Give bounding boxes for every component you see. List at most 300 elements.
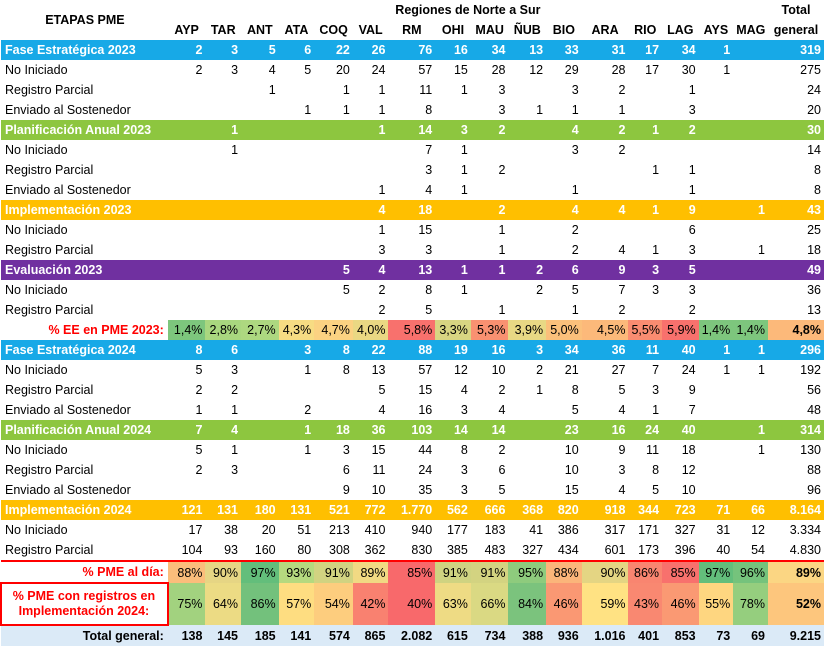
cell-ayp [168,240,206,260]
cell-mag [733,60,768,80]
cell-ant [241,140,279,160]
cell-ays [699,460,734,480]
table-row [1,220,824,240]
cell-mau: 3 [498,103,506,117]
cell-coq: 308 [329,543,350,557]
cell-coq: 1 [342,103,350,117]
cell-lag: 46% [662,583,699,625]
region-header-ohi: OHI [441,23,465,37]
cell-ant [241,340,279,360]
cell-ñub [508,200,546,220]
cell-ant [241,360,279,380]
cell-ata [279,460,315,480]
cell-coq: 9 [342,483,350,497]
cell-rio: 171 [638,523,660,537]
cell-rm: 8 [425,283,433,297]
cell-bio: 3 [571,83,579,97]
region-header-ays: AYS [703,23,729,37]
cell-mag [733,80,768,100]
percent-row [1,561,824,583]
cell-ara: 28 [611,63,626,77]
cell-rio: 7 [652,363,660,377]
cell-lag: 1 [688,183,696,197]
cell-ara: 4 [618,243,626,257]
cell-coq: 6 [342,463,350,477]
cell-ayp [168,220,206,240]
cell-total: 30 [768,120,824,140]
cell-val: 362 [364,543,386,557]
cell-mau: 91% [471,561,509,583]
row-label: No Iniciado [5,523,68,537]
cell-ara: 16 [582,420,629,440]
cell-ata [279,280,315,300]
cell-mag: 12 [751,523,765,537]
cell-mag [733,180,768,200]
table-row [1,300,824,320]
cell-total: 88 [807,463,821,477]
cell-coq: 20 [335,63,350,77]
cell-coq: 8 [342,363,350,377]
cell-ata: 4,3% [279,320,315,340]
cell-bio: 46% [546,583,582,625]
cell-bio: 6 [546,260,582,280]
cell-ara: 31 [582,40,629,60]
cell-bio: 15 [564,483,579,497]
cell-mag: 1 [733,420,768,440]
cell-ays [699,160,734,180]
cell-ays [699,240,734,260]
cell-val: 865 [353,625,389,646]
cell-mag: 69 [733,625,768,646]
cell-lag: 10 [681,483,696,497]
cell-rm: 13 [388,260,435,280]
table-row [1,80,824,100]
cell-val: 89% [353,561,389,583]
cell-ñub [508,240,546,260]
cell-ohi [435,220,471,240]
cell-ayp: 138 [168,625,206,646]
cell-ata [279,240,315,260]
cell-bio: 8 [571,383,579,397]
cell-rio: 173 [638,543,660,557]
cell-ant: 160 [254,543,276,557]
cell-ant [241,480,279,500]
cell-bio: 23 [546,420,582,440]
cell-bio: 434 [557,543,579,557]
row-label: Enviado al Sostenedor [5,103,131,117]
cell-coq [314,160,353,180]
region-header-ñub: ÑUB [513,23,541,37]
cell-rm: 14 [388,120,435,140]
cell-ays [699,200,734,220]
cell-rio: 401 [628,625,662,646]
cell-ayp: 5 [195,443,203,457]
cell-ara: 1 [618,103,626,117]
cell-ata [279,80,315,100]
cell-total: 8.164 [768,500,824,520]
cell-ant: 4 [268,63,276,77]
cell-ara: 601 [604,543,626,557]
cell-mag: 54 [751,543,765,557]
cell-mag: 1,4% [733,320,768,340]
cell-ohi: 615 [435,625,471,646]
cell-coq [314,140,353,160]
cell-ant: 86% [241,583,279,625]
cell-mau: 34 [471,40,509,60]
cell-ara: 4 [618,403,626,417]
cell-total: 14 [807,143,821,157]
row-label: Registro Parcial [5,243,94,257]
cell-rm: 940 [411,523,433,537]
cell-ayp [168,160,206,180]
cell-ata: 2 [304,403,312,417]
cell-ayp: 17 [188,523,203,537]
cell-ohi [435,200,471,220]
row-label: Implementación 2024 [1,500,168,520]
cell-tar: 6 [205,340,241,360]
cell-mau: 14 [471,420,509,440]
cell-lag: 5 [662,260,699,280]
cell-val: 36 [353,420,389,440]
cell-total: 89% [768,561,824,583]
total-header-1: Total [781,3,811,17]
cell-ara: 2 [618,83,626,97]
cell-mau: 1 [498,243,506,257]
row-label: Registro Parcial [5,383,94,397]
cell-rm: 15 [418,223,433,237]
cell-ays [699,100,734,120]
row-label: Total general: [1,625,168,646]
cell-lag: 1 [688,163,696,177]
cell-ayp [168,140,206,160]
cell-ñub: 388 [508,625,546,646]
cell-ant: 185 [241,625,279,646]
cell-total: 4,8% [768,320,824,340]
cell-ñub [508,300,546,320]
cell-rio: 344 [628,500,662,520]
cell-ayp [168,100,206,120]
row-label: No Iniciado [5,363,68,377]
cell-total: 319 [768,40,824,60]
cell-bio: 5 [571,283,579,297]
cell-ata [279,120,315,140]
cell-total: 36 [807,283,821,297]
cell-ays [699,480,734,500]
cell-ant [241,440,279,460]
region-header-lag: LAG [667,23,694,37]
cell-ata: 93% [279,561,315,583]
table-row [1,400,824,420]
cell-ays: 1,4% [699,320,734,340]
cell-bio: 5 [571,403,579,417]
row-label: Enviado al Sostenedor [5,183,131,197]
cell-bio: 4 [546,200,582,220]
cell-rm: 2.082 [388,625,435,646]
cell-rio: 1 [628,120,662,140]
row-label: No Iniciado [5,223,68,237]
table-row [1,360,824,380]
cell-ata: 57% [279,583,315,625]
cell-ant [241,300,279,320]
table-row [1,460,824,480]
cell-ñub: 1 [536,103,544,117]
region-header-ant: ANT [246,23,273,37]
cell-ays [699,140,734,160]
cell-bio: 1 [571,183,579,197]
cell-mag [733,140,768,160]
cell-total: 96 [807,483,821,497]
cell-tar: 3 [231,63,239,77]
cell-lag: 40 [662,340,699,360]
cell-ant [241,240,279,260]
row-label: Planificación Anual 2024 [1,420,168,440]
percent-row [1,320,824,340]
cell-bio: 3 [571,143,579,157]
cell-rio: 8 [652,463,660,477]
cell-val: 4 [353,260,389,280]
cell-bio: 1 [571,303,579,317]
cell-ata: 3 [279,340,315,360]
cell-ohi [435,100,471,120]
cell-ays [699,300,734,320]
cell-lag: 396 [674,543,696,557]
cell-coq: 18 [314,420,353,440]
cell-rm: 103 [388,420,435,440]
cell-ant [241,380,279,400]
section-row [1,420,824,440]
cell-tar: 2 [231,383,239,397]
cell-coq: 5 [314,260,353,280]
cell-rm: 3 [425,163,433,177]
cell-coq: 4,7% [314,320,353,340]
cell-lag: 327 [674,523,696,537]
cell-total: 192 [800,363,821,377]
section-row [1,500,824,520]
cell-ant [241,260,279,280]
cell-ñub [508,440,546,460]
cell-tar: 3 [231,463,239,477]
cell-lag: 5,9% [662,320,699,340]
cell-bio: 10 [564,463,579,477]
cell-val: 24 [371,63,386,77]
cell-ata [279,180,315,200]
row-label: Enviado al Sostenedor [5,483,131,497]
cell-ara: 5 [618,383,626,397]
cell-mag [733,300,768,320]
cell-mag [733,480,768,500]
cell-mag [733,260,768,280]
cell-ant [241,160,279,180]
cell-coq [314,180,353,200]
cell-mag: 1 [758,443,765,457]
cell-val: 10 [371,483,386,497]
cell-ara: 36 [582,340,629,360]
percent-row [1,583,824,625]
cell-coq: 8 [314,340,353,360]
cell-ant: 97% [241,561,279,583]
cell-rm: 57 [418,63,433,77]
cell-ata: 1 [304,443,312,457]
cell-tar [205,280,241,300]
cell-bio: 33 [546,40,582,60]
cell-val: 772 [353,500,389,520]
cell-ayp: 2 [168,40,206,60]
cell-ohi: 1 [460,163,468,177]
cell-ata: 51 [297,523,312,537]
cell-ohi: 3 [460,403,468,417]
cell-lag: 12 [681,463,696,477]
cell-mau: 4 [498,403,506,417]
cell-bio: 10 [564,443,579,457]
cell-coq [314,380,353,400]
row-label: No Iniciado [5,143,68,157]
cell-bio: 2 [571,223,579,237]
table-row [1,160,824,180]
cell-ohi: 16 [435,40,471,60]
cell-total: 56 [807,383,821,397]
cell-ays: 1 [723,63,731,77]
cell-tar: 1 [205,120,241,140]
cell-ayp [168,280,206,300]
cell-rm: 24 [418,463,433,477]
cell-val: 2 [378,303,386,317]
cell-rm: 11 [419,83,433,97]
region-header-rm: RM [402,23,422,37]
cell-ays: 31 [716,523,731,537]
row-label: % EE en PME 2023: [48,323,164,337]
cell-lag: 24 [681,363,696,377]
cell-total: 20 [807,103,821,117]
cell-coq: 22 [314,40,353,60]
cell-ata: 1 [304,103,312,117]
cell-ñub [508,220,546,240]
cell-coq: 521 [314,500,353,520]
cell-mag [733,40,768,60]
row-label: Implementación 2023 [1,200,168,220]
cell-rio [628,80,662,100]
cell-bio: 4 [546,120,582,140]
cell-ayp: 104 [181,543,203,557]
cell-ays [699,420,734,440]
cell-bio: 1 [571,103,579,117]
cell-tar [205,180,241,200]
cell-coq [314,200,353,220]
cell-ñub: 1 [536,383,544,397]
cell-ara: 9 [582,260,629,280]
cell-lag: 9 [662,200,699,220]
cell-mag [733,100,768,120]
cell-mau [471,140,509,160]
cell-lag: 3 [688,283,696,297]
cell-lag: 853 [662,625,699,646]
cell-ayp [168,120,206,140]
cell-mau: 483 [484,543,506,557]
cell-rio: 3 [628,260,662,280]
cell-ohi: 19 [435,340,471,360]
cell-ant [241,280,279,300]
cell-coq [314,300,353,320]
cell-rio: 43% [628,583,662,625]
table-row [1,540,824,561]
cell-lag: 2 [688,303,696,317]
cell-val [353,140,389,160]
cell-ata [279,260,315,280]
cell-lag: 9 [688,383,696,397]
cell-mau: 1 [498,303,506,317]
cell-rm: 44 [418,443,433,457]
cell-mau: 66% [471,583,509,625]
section-row [1,40,824,60]
cell-rm: 15 [418,383,433,397]
cell-ant [241,200,279,220]
section-row [1,260,824,280]
cell-ant: 2,7% [241,320,279,340]
cell-mau [471,280,509,300]
cell-ñub: 3 [508,340,546,360]
row-label: Registro Parcial [5,163,94,177]
cell-ohi: 1 [460,183,468,197]
cell-ara: 2 [618,303,626,317]
table-row [1,140,824,160]
cell-rio: 3 [652,383,660,397]
region-header-val: VAL [358,23,383,37]
cell-total: 13 [807,303,821,317]
cell-mag [733,460,768,480]
cell-tar [205,480,241,500]
cell-ohi: 1 [460,143,468,157]
cell-ata [279,300,315,320]
cell-mau: 5 [498,483,506,497]
cell-total: 43 [768,200,824,220]
cell-val [353,160,389,180]
cell-ohi: 1 [435,260,471,280]
row-label: No Iniciado [5,283,68,297]
cell-coq [314,220,353,240]
cell-lag [662,140,699,160]
cell-ata: 131 [279,500,315,520]
cell-tar: 38 [224,523,239,537]
cell-mau: 16 [471,340,509,360]
cell-tar: 1 [231,143,239,157]
cell-rio: 1 [628,200,662,220]
cell-ays [699,180,734,200]
cell-coq [314,240,353,260]
cell-coq: 213 [329,523,350,537]
cell-ata: 1 [304,363,312,377]
cell-val: 5 [378,383,386,397]
cell-lag: 7 [688,403,696,417]
cell-ñub: 327 [522,543,544,557]
cell-total: 49 [768,260,824,280]
cell-mag: 96% [733,561,768,583]
cell-mau: 3 [498,83,506,97]
cell-rio [628,220,662,240]
cell-mau: 2 [498,443,506,457]
cell-ohi: 91% [435,561,471,583]
cell-ohi [435,240,471,260]
cell-ara: 4 [582,200,629,220]
cell-ayp: 2 [195,383,203,397]
cell-tar: 1 [231,443,239,457]
cell-ayp [168,80,206,100]
cell-val: 1 [378,223,386,237]
cell-total: 24 [807,83,821,97]
cell-total: 4.830 [789,543,821,557]
cell-total: 275 [800,63,821,77]
cell-ñub [508,420,546,440]
table-row [1,440,824,460]
row-label: Evaluación 2023 [1,260,168,280]
